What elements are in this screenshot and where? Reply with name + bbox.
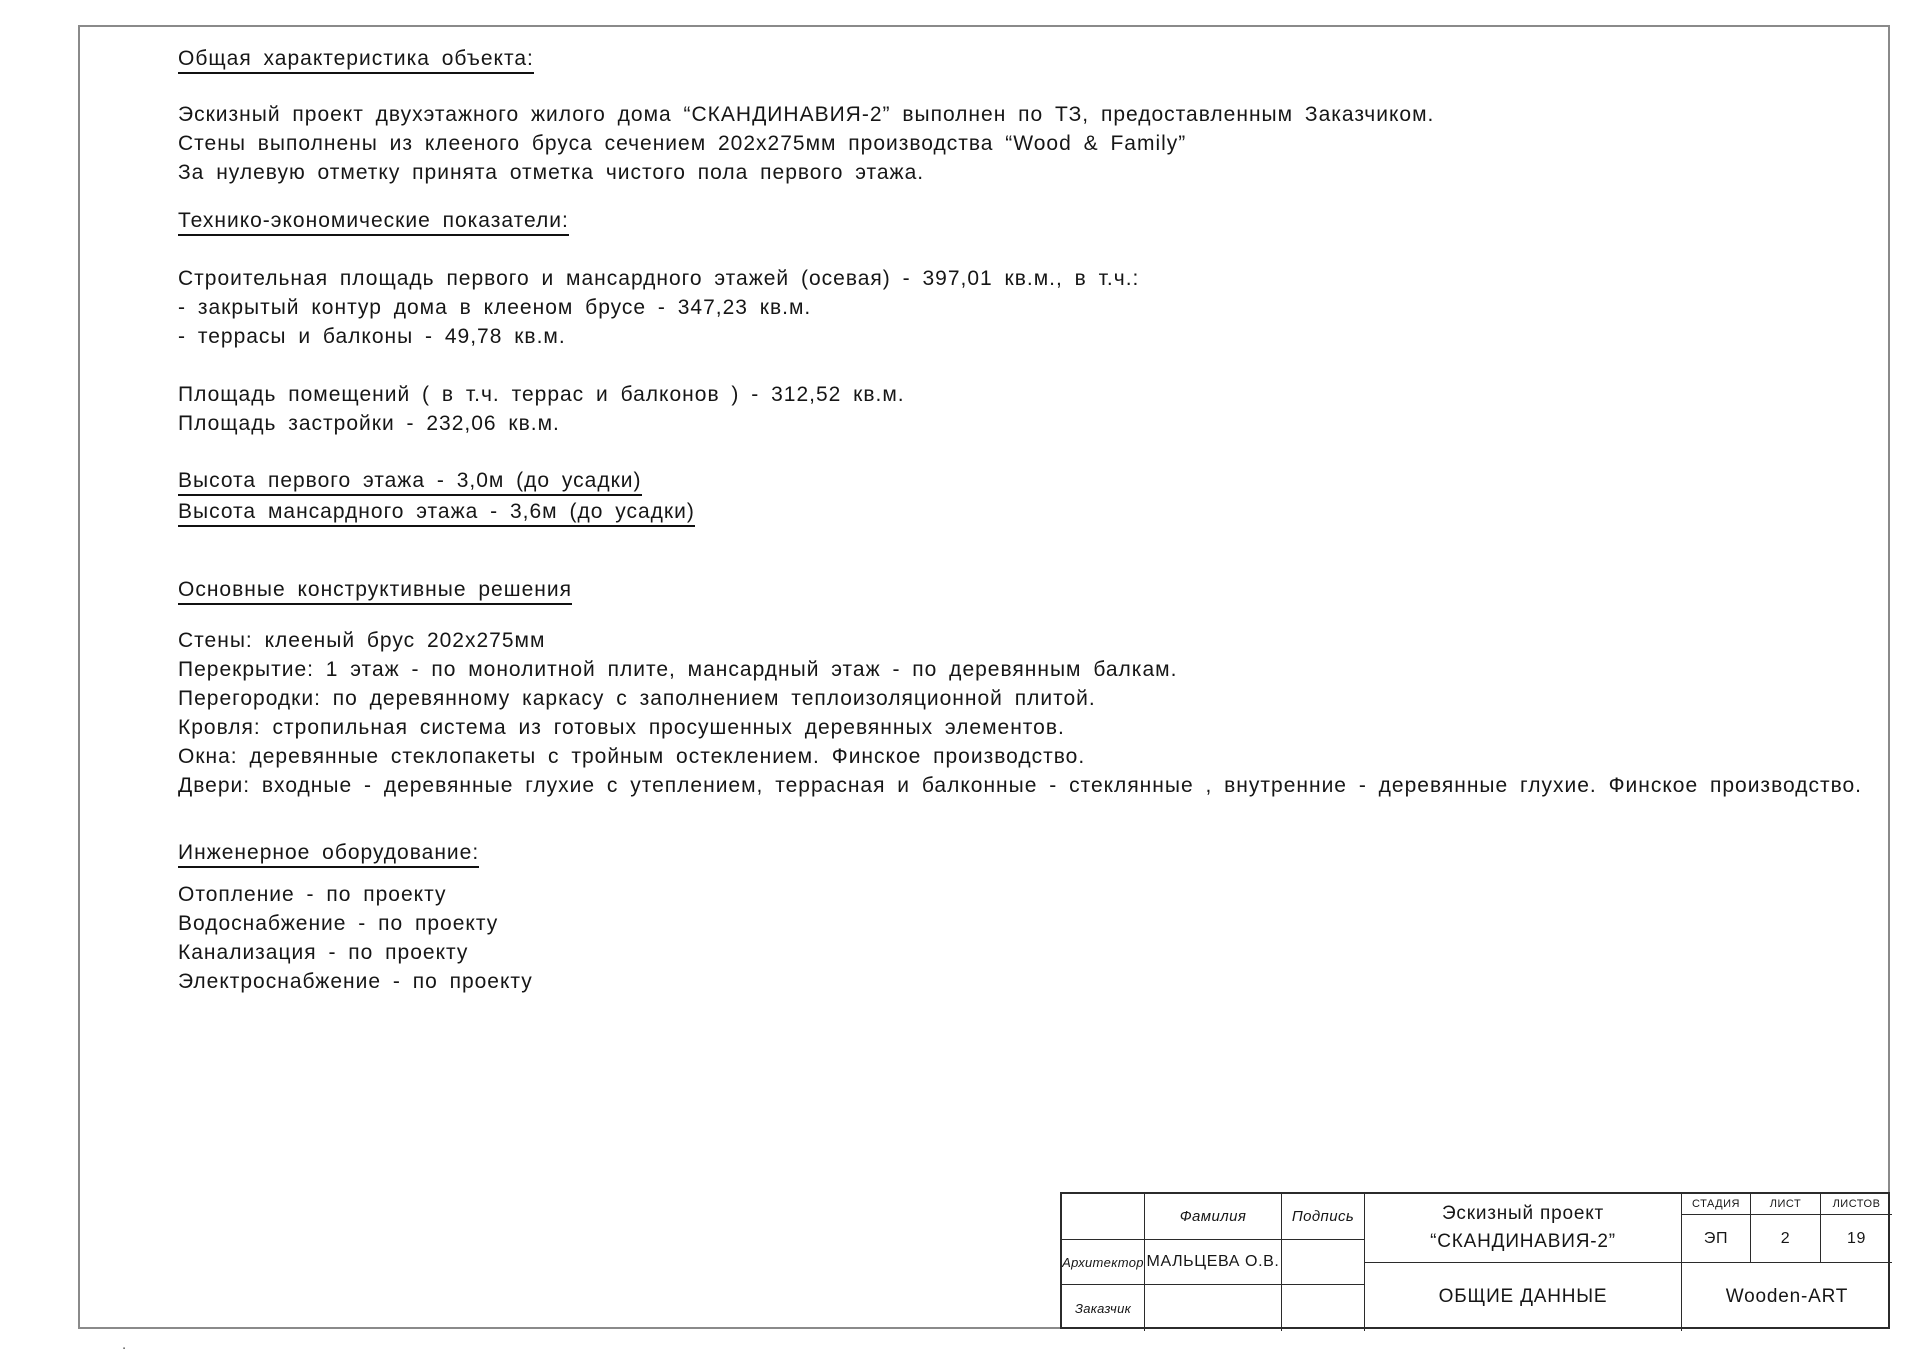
engineering-line: Канализация - по проекту [178,941,469,964]
height-line-text: Высота мансардного этажа - 3,6м (до усадки) [178,500,695,527]
architect-role-cell: Архитектор [1062,1240,1145,1285]
construct-heading [178,575,572,604]
general-line: За нулевую отметку принята отметка чистого пола первого этажа. [178,161,925,184]
general-heading-text: Общая характеристика объекта: [178,47,534,74]
surname-header-cell: Фамилия [1145,1194,1282,1240]
height-line [178,466,642,495]
sheets-label-cell: ЛИСТОВ [1821,1194,1892,1215]
stage-label-cell: СТАДИЯ [1682,1194,1751,1215]
company-cell: Wooden-ART [1725,1286,1849,1307]
project-name-cell [1365,1194,1682,1263]
general-line: Эскизный проект двухэтажного жилого дома “СКАНДИНАВИЯ-2” выполнен по ТЗ, предоставленным Заказчиком. [178,103,1435,126]
construct-line: Кровля: стропильная система из готовых просушенных деревянных элементов. [178,716,1065,739]
client-signature-cell [1282,1285,1365,1331]
height-line-text: Высота первого этажа - 3,0м (до усадки) [178,469,642,496]
sheet-value-cell: 2 [1751,1215,1821,1263]
tech-line: Площадь помещений ( в т.ч. террас и балконов ) - 312,52 кв.м. [178,383,905,406]
tech-line: Площадь застройки - 232,06 кв.м. [178,412,560,435]
height-line [178,497,695,526]
engineering-line: Электроснабжение - по проекту [178,970,533,993]
construct-line: Перекрытие: 1 этаж - по монолитной плите, мансардный этаж - по деревянным балкам. [178,658,1178,681]
tech-heading-text: Технико-экономические показатели: [178,209,569,236]
construct-line: Окна: деревянные стеклопакеты с тройным остеклением. Финское производство. [178,745,1086,768]
client-name-cell [1145,1285,1282,1331]
engineering-line: Водоснабжение - по проекту [178,912,499,935]
doc-title-cell: ОБЩИЕ ДАННЫЕ [1365,1263,1682,1331]
client-role-cell: Заказчик [1062,1285,1145,1331]
general-heading [178,44,534,73]
engineering-heading [178,838,479,867]
tech-line: Строительная площадь первого и мансардного этажей (осевая) - 397,01 кв.м., в т.ч.: [178,267,1140,290]
construct-line: Стены: клееный брус 202х275мм [178,629,546,652]
project-name-line1: Эскизный проект [1441,1203,1605,1224]
construct-line: Перегородки: по деревянному каркасу с заполнением теплоизоляционной плитой. [178,687,1096,710]
sheet-label-cell: ЛИСТ [1751,1194,1821,1215]
project-name-line2: “СКАНДИНАВИЯ-2” [1430,1231,1616,1252]
tech-heading [178,206,569,235]
general-line: Стены выполнены из клееного бруса сечением 202х275мм производства “Wood & Family” [178,132,1187,155]
titleblock-empty-cell [1062,1194,1145,1240]
tech-line: - террасы и балконы - 49,78 кв.м. [178,325,566,348]
engineering-heading-text: Инженерное оборудование: [178,841,479,868]
engineering-line: Отопление - по проекту [178,883,447,906]
title-block [1060,1192,1890,1329]
stage-value-cell: ЭП [1682,1215,1751,1263]
construct-line: Двери: входные - деревянные глухие с утеплением, террасная и балконные - стеклянные , внутренние - деревянные глухие. Финское производство. [178,774,1863,797]
sheets-value-cell: 19 [1821,1215,1892,1263]
signature-header-cell: Подпись [1282,1194,1365,1240]
construct-heading-text: Основные конструктивные решения [178,578,572,605]
tech-line: - закрытый контур дома в клееном брусе - 347,23 кв.м. [178,296,812,319]
architect-name-cell: МАЛЬЦЕВА О.В. [1145,1240,1282,1285]
architect-signature-cell [1282,1240,1365,1285]
stray-dot: . [122,1336,127,1353]
